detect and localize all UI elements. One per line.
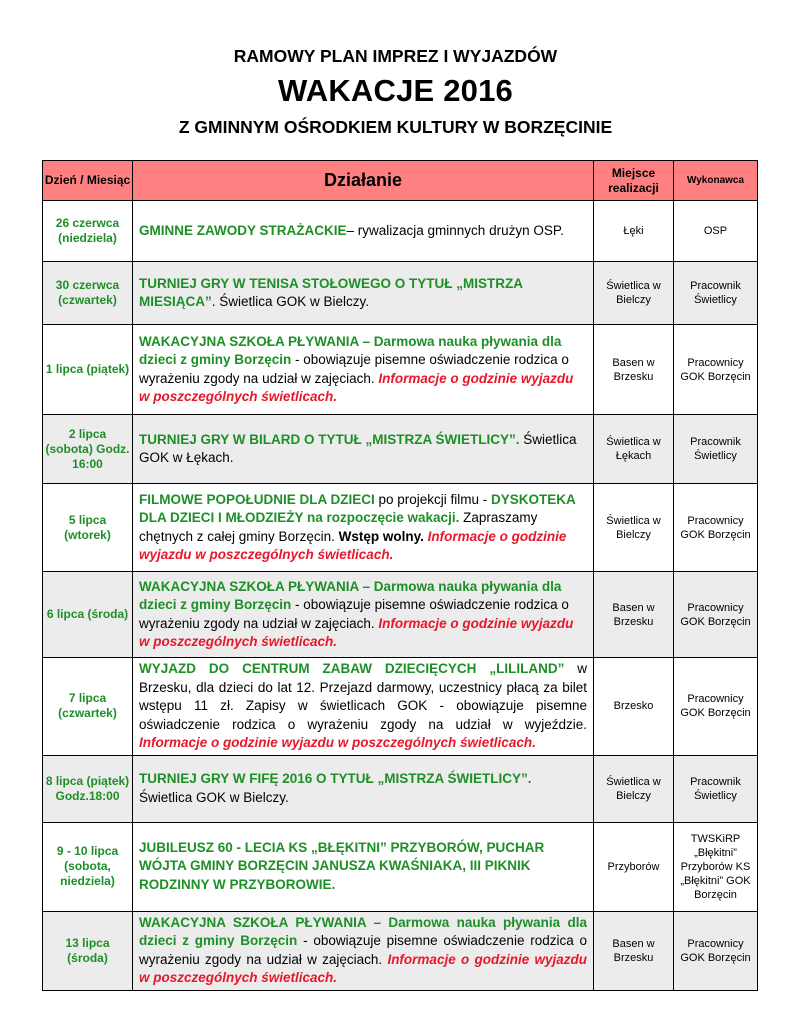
activity-text-segment: Informacje o godzinie wyjazdu w poszczególnych świetlicach.: [139, 735, 536, 750]
activity-text-segment: TURNIEJ GRY W BILARD O TYTUŁ „MISTRZA ŚWIETLICY”.: [139, 431, 520, 447]
event-date: 9 - 10 lipca (sobota, niedziela): [43, 822, 133, 911]
activity-text-segment: w Brzesku, dla dzieci do lat 12. Przejazd darmowy, uczestnicy płacą za bilet wstępu 11 zł. Zapisy w świetlicach GOK - obowiązuje pisemne oświadczenie rodzica o wyrażeniu zgody na udział w wyjeździe.: [139, 661, 588, 732]
table-row: [43, 325, 758, 415]
activity-text-segment: - obowiązuje pisemne oświadczenie rodzica o wyrażeniu zgody na udział w zajęciach.: [139, 933, 587, 967]
table-row: [43, 415, 758, 484]
document-title: WAKACJE 2016: [278, 73, 513, 108]
event-place: Basen w Brzesku: [594, 911, 674, 990]
event-date: 2 lipca (sobota) Godz. 16:00: [43, 415, 133, 484]
activity-text-segment: DYSKOTEKA DLA DZIECI I MŁODZIEŻY na rozpoczęcie wakacji.: [139, 491, 576, 525]
event-activity: [133, 822, 594, 911]
activity-text-segment: TURNIEJ GRY W TENISA STOŁOWEGO O TYTUŁ „MISTRZA MIESIĄCA”: [139, 275, 523, 309]
table-row: [43, 262, 758, 325]
activity-text-segment: - obowiązuje pisemne oświadczenie rodzica o wyrażeniu zgody na udział w zajęciach.: [139, 597, 569, 631]
table-row: [43, 822, 758, 911]
event-activity: [133, 201, 594, 262]
event-date: 13 lipca (środa): [43, 911, 133, 990]
event-executor: Pracownicy GOK Borzęcin: [674, 572, 758, 658]
event-activity: [133, 911, 594, 990]
event-date: 8 lipca (piątek) Godz.18:00: [43, 755, 133, 822]
activity-text-segment: FILMOWE POPOŁUDNIE DLA DZIECI: [139, 491, 375, 507]
activity-text-segment: Informacje o godzinie wyjazdu w poszczególnych świetlicach.: [139, 528, 567, 562]
event-executor: Pracownicy GOK Borzęcin: [674, 325, 758, 415]
table-row: [43, 658, 758, 756]
event-date: 1 lipca (piątek): [43, 325, 133, 415]
activity-text-segment: Zapraszamy chętnych z całej gminy Borzęcin.: [139, 510, 538, 544]
activity-text-segment: WAKACYJNA SZKOŁA PŁYWANIA – Darmowa nauka pływania dla dzieci z gminy Borzęcin: [139, 578, 562, 612]
activity-text-segment: Informacje o godzinie wyjazdu w poszczególnych świetlicach.: [139, 951, 587, 985]
table-row: [43, 201, 758, 262]
column-header-place: Miejsce realizacji: [594, 161, 674, 201]
event-activity: [133, 658, 594, 756]
activity-text-segment: . Świetlica GOK w Bielczy.: [211, 294, 370, 309]
event-place: Basen w Brzesku: [594, 325, 674, 415]
event-place: Świetlica w Łękach: [594, 415, 674, 484]
event-place: Basen w Brzesku: [594, 572, 674, 658]
event-executor: Pracownicy GOK Borzęcin: [674, 911, 758, 990]
event-date: 7 lipca (czwartek): [43, 658, 133, 756]
event-date: 26 czerwca (niedziela): [43, 201, 133, 262]
event-executor: Pracownicy GOK Borzęcin: [674, 484, 758, 572]
event-date: 6 lipca (środa): [43, 572, 133, 658]
event-date: 5 lipca (wtorek): [43, 484, 133, 572]
event-schedule-table: [42, 160, 758, 991]
event-place: Łęki: [594, 201, 674, 262]
activity-text-segment: WAKACYJNA SZKOŁA PŁYWANIA – Darmowa nauka pływania dla dzieci z gminy Borzęcin: [139, 333, 562, 367]
event-place: Świetlica w Bielczy: [594, 262, 674, 325]
event-place: Przyborów: [594, 822, 674, 911]
event-place: Świetlica w Bielczy: [594, 484, 674, 572]
activity-text-segment: Świetlica GOK w Bielczy.: [139, 789, 289, 805]
activity-text-segment: Informacje o godzinie wyjazdu w poszczególnych świetlicach.: [139, 615, 574, 649]
activity-text-segment: Świetlica GOK w Łękach.: [139, 431, 577, 465]
event-activity: [133, 325, 594, 415]
column-header-activity: Działanie: [133, 161, 594, 201]
activity-text-segment: GMINNE ZAWODY STRAŻACKIE: [139, 222, 347, 238]
event-place: Świetlica w Bielczy: [594, 755, 674, 822]
activity-text-segment: TURNIEJ GRY W FIFĘ 2016 O TYTUŁ „MISTRZA ŚWIETLICY”.: [139, 771, 532, 786]
event-activity: [133, 755, 594, 822]
activity-text-segment: - obowiązuje pisemne oświadczenie rodzica o wyrażeniu zgody na udział w zajęciach.: [139, 352, 569, 386]
event-activity: [133, 484, 594, 572]
table-header-row: [43, 161, 758, 201]
event-activity: [133, 415, 594, 484]
event-executor: TWSKiRP „Błękitni” Przyborów KS „Błękitni” GOK Borzęcin: [674, 822, 758, 911]
event-date: 30 czerwca (czwartek): [43, 262, 133, 325]
table-row: [43, 911, 758, 990]
activity-text-segment: Wstęp wolny.: [338, 528, 424, 544]
activity-text-segment: Informacje o godzinie wyjazdu w poszczególnych świetlicach.: [139, 370, 574, 404]
document-organizer: Z GMINNYM OŚRODKIEM KULTURY W BORZĘCINIE: [178, 117, 613, 137]
column-header-executor: Wykonawca: [674, 161, 758, 201]
document-subtitle: RAMOWY PLAN IMPREZ I WYJAZDÓW: [233, 46, 558, 66]
activity-text-segment: JUBILEUSZ 60 - LECIA KS „BŁĘKITNI” PRZYBORÓW, PUCHAR WÓJTA GMINY BORZĘCIN JANUSZA KWAŚNIAKA, III PIKNIK RODZINNY W PRZYBOROWIE.: [139, 839, 545, 892]
event-executor: Pracownik Świetlicy: [674, 415, 758, 484]
event-executor: OSP: [674, 201, 758, 262]
event-place: Brzesko: [594, 658, 674, 756]
column-header-date: Dzień / Miesiąc: [43, 161, 133, 201]
table-row: [43, 484, 758, 572]
event-executor: Pracownicy GOK Borzęcin: [674, 658, 758, 756]
activity-text-segment: – rywalizacja gminnych drużyn OSP.: [346, 222, 564, 238]
table-row: [43, 572, 758, 658]
event-activity: [133, 572, 594, 658]
activity-text-segment: WYJAZD DO CENTRUM ZABAW DZIECIĘCYCH „LILILAND”: [139, 661, 565, 676]
event-executor: Pracownik Świetlicy: [674, 262, 758, 325]
table-row: [43, 755, 758, 822]
activity-text-segment: po projekcji filmu -: [374, 491, 492, 507]
event-activity: [133, 262, 594, 325]
event-executor: Pracownik Świetlicy: [674, 755, 758, 822]
activity-text-segment: WAKACYJNA SZKOŁA PŁYWANIA – Darmowa nauka pływania dla dzieci z gminy Borzęcin: [139, 914, 587, 948]
